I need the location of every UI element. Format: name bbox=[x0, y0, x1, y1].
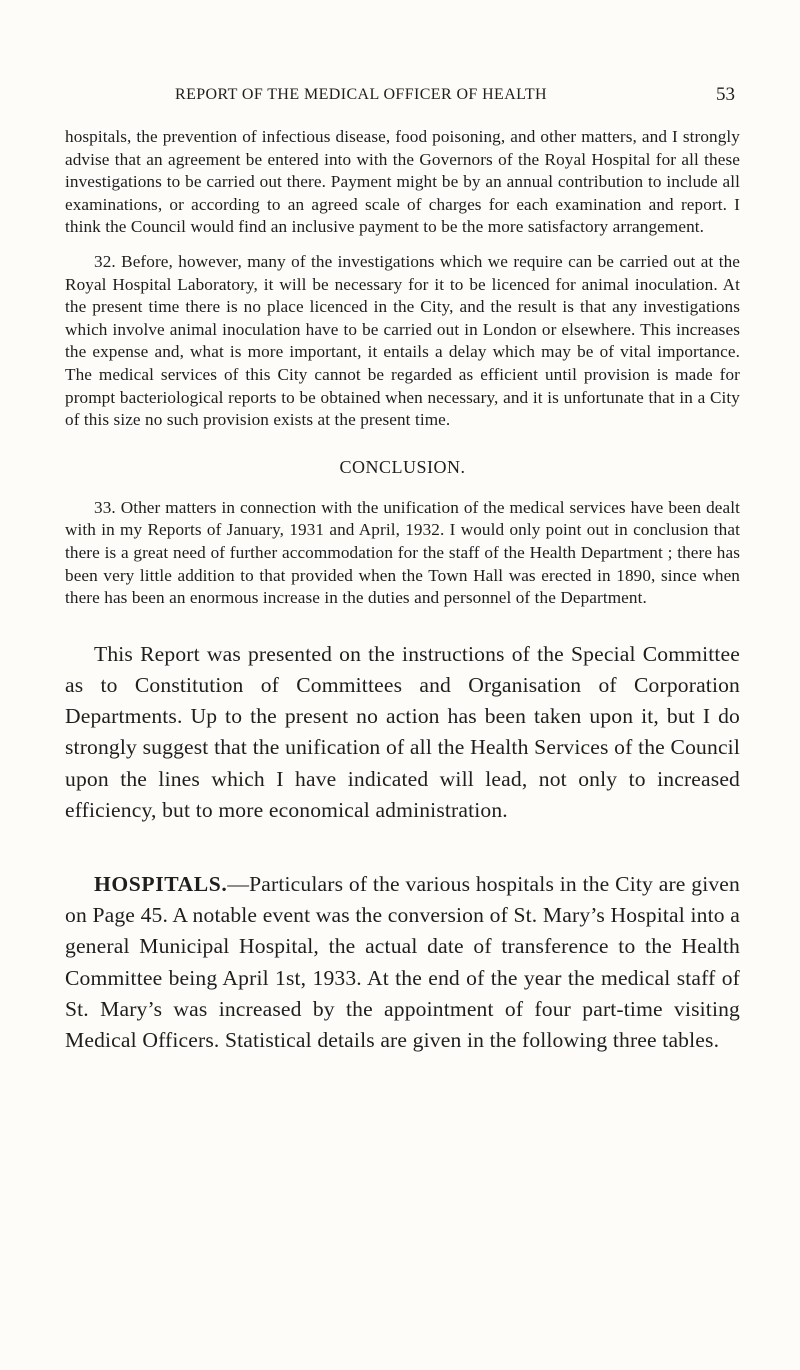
running-title: REPORT OF THE MEDICAL OFFICER OF HEALTH bbox=[175, 86, 548, 103]
page-number: 53 bbox=[716, 84, 735, 105]
hospitals-text: —Particulars of the various hospitals in the City are given on Page 45. A notable event was the conversion of St. Mary’s Hospital into a general Municipal Hospital, the actual date of transference to the Health Committee being April 1st, 1933. At the end of the year the medical staff of St. Mary’s was increased by the appointment of four part-time visiting Medical Officers. Statistical details are given in the following three tables. bbox=[65, 871, 740, 1052]
conclusion-heading: CONCLUSION. bbox=[339, 456, 466, 477]
hospitals-paragraph bbox=[65, 869, 740, 1056]
hospitals-lead: HOSPITALS. bbox=[94, 871, 228, 896]
report-note-paragraph: This Report was presented on the instructions of the Special Committee as to Constitution of Committees and Organisation of Corporation Departments. Up to the present no action has been taken upon it, but I do strongly suggest that the unification of all the Health Services of the Council upon the lines which I have indicated will lead, not only to increased efficiency, but to more economical administration. bbox=[65, 641, 740, 822]
continuation-paragraph: hospitals, the prevention of infectious disease, food poisoning, and other matters, and I strongly advise that an agreement be entered into with the Governors of the Royal Hospital for all these investigations to be carried out there. Payment might be by an annual contribution to include all examinations, or according to an agreed scale of charges for each examination and report. I think the Council would find an inclusive payment to be the more satisfactory arrangement. bbox=[65, 127, 740, 237]
paragraph-32: 32. Before, however, many of the investigations which we require can be carried out at the Royal Hospital Laboratory, it will be necessary for it to be licenced for animal inoculation. At the present time there is no place licenced in the City, and the result is that any investigations which involve animal inoculation have to be carried out in London or elsewhere. This increases the expense and, what is more important, it entails a delay which may be of vital importance. The medical services of this City cannot be regarded as efficient until provision is made for prompt bacteriological reports to be obtained when necessary, and it is unfortunate that in a City of this size no such provision exists at the present time. bbox=[65, 251, 740, 430]
page-header bbox=[0, 86, 800, 110]
page-body bbox=[65, 126, 740, 1056]
paragraph-33: 33. Other matters in connection with the unification of the medical services have been dealt with in my Reports of January, 1931 and April, 1932. I would only point out in conclusion that there is a great need of further accommodation for the staff of the Health Department ; there has been very little addition to that provided when the Town Hall was erected in 1890, since when there has been an enormous increase in the duties and personnel of the Department. bbox=[65, 497, 740, 608]
